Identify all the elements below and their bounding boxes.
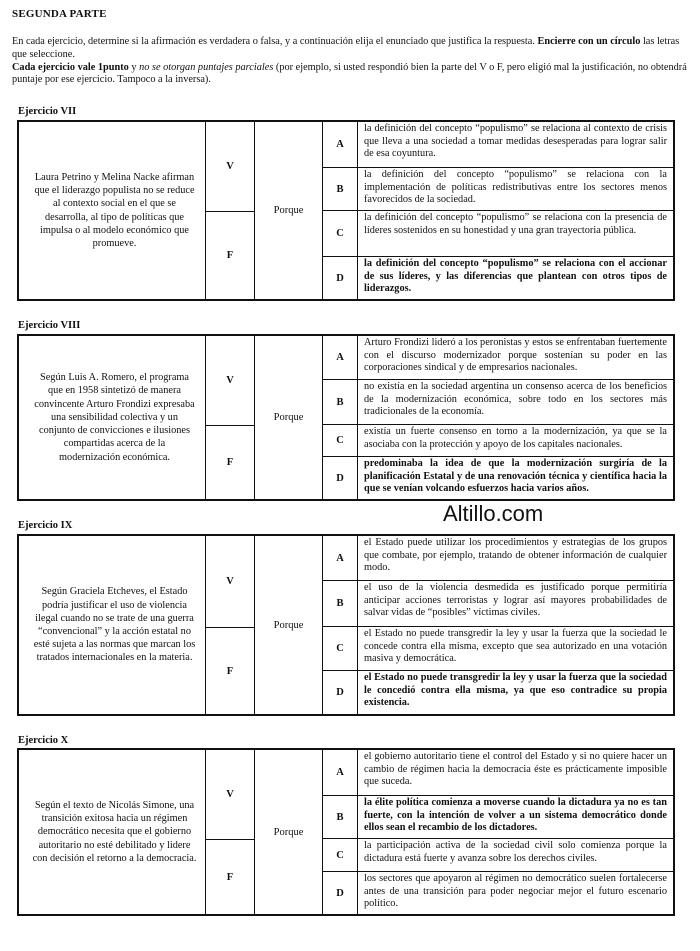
option-row [323,750,673,796]
option-text: el Estado no puede transgredir la ley y usar la fuerza que la sociedad le concedió contra ella misma, ya que eso contradice su propia existencia. [364,672,667,709]
option-row [323,671,673,714]
exercise-statement: Según Luis A. Romero, el programa que en 1958 sintetizó de manera convincente Arturo Frondizi expresaba una sensibilidad colectiva y un conjunto de convicciones e ilusiones compartidas acerca de la modernización económica. [24,336,206,499]
page-title: SEGUNDA PARTE [12,8,107,20]
exercise-statement: Según el texto de Nicolás Simone, una transición exitosa hacia un régimen democrático necesita que el gobierno autoritario no esté debilitado y lidere con decisión el retorno a la democracia. [24,750,206,914]
option-letter-b[interactable]: B [323,581,358,626]
porque-label: Porque [255,750,323,914]
instructions-emphasis-circle: Encierre con un círculo [537,36,641,47]
instructions [12,36,688,87]
porque-label: Porque [255,122,323,299]
instructions-emphasis-points: Cada ejercicio vale 1punto [12,61,129,73]
false-option[interactable]: F [206,425,255,499]
option-letter-d[interactable]: D [323,257,358,299]
option-row [323,627,673,671]
option-row [323,457,673,499]
option-letter-c[interactable]: C [323,211,358,256]
false-option[interactable]: F [206,211,255,299]
option-letter-d[interactable]: D [323,457,358,499]
instructions-text-3: y [131,61,137,73]
option-row [323,336,673,380]
option-text: los sectores que apoyaron al régimen no democrático suelen fortalecerse antes de una transición para poder negociar mejor el futuro escenario político. [364,873,667,910]
exercise-table [17,534,675,716]
option-letter-a[interactable]: A [323,336,358,379]
option-row [323,211,673,257]
option-text: la definición del concepto “populismo” se relaciona al contexto de crisis que lleva a una sociedad a tomar medidas desesperadas para lograr salir de esa coyuntura. [364,123,667,160]
option-text: la definición del concepto “populismo” se relaciona con la presencia de líderes sostenidos en su honestidad y una gran trayectoria pública. [364,212,667,236]
exercise-title: Ejercicio X [18,735,69,746]
option-text: el Estado no puede transgredir la ley y usar la fuerza que la sociedad le concede contra ella misma, excepto que sea autorizado en una votación masiva y democrática. [364,628,667,665]
true-option[interactable]: V [206,536,255,627]
exercise-table [17,120,675,301]
option-text: el uso de la violencia desmedida es justificado porque permitiría anticipar acciones terroristas y lograr así mayores probabilidades de salvar vidas de “posibles” víctimas civiles. [364,582,667,619]
option-row [323,581,673,627]
option-text: no existía en la sociedad argentina un consenso acerca de los beneficios de la modernización económica, sobre todo en los sectores más tradicionales de la economía. [364,381,667,418]
option-row [323,168,673,211]
false-option[interactable]: F [206,627,255,714]
option-row [323,122,673,168]
option-row [323,796,673,839]
option-letter-a[interactable]: A [323,536,358,580]
option-letter-a[interactable]: A [323,122,358,167]
option-letter-d[interactable]: D [323,671,358,714]
option-text: Arturo Frondizi lideró a los peronistas y estos se enfrentaban fuertemente con el discurso modernizador porque sostenían su poder en las corporaciones sindical y de empresarios nacionales. [364,337,667,374]
true-option[interactable]: V [206,750,255,839]
option-row [323,257,673,299]
exercise-statement: Según Graciela Etcheves, el Estado podría justificar el uso de violencia ilegal cuando no se trate de una guerra “convencional” y la acción estatal no esté sujeta a las normas que marcan los tratados internacionales en la materia. [24,536,206,714]
true-option[interactable]: V [206,122,255,211]
option-text: existía un fuerte consenso en torno a la modernización, ya que se la asociaba con la protección y apoyo de los capitales nacionales. [364,426,667,450]
instructions-text-4: (por ejemplo, si usted respondió bien la parte del V o F, pero eligió mal la justificación, no obtendrá puntaje por ese ejercicio. Tampoco a la inversa). [12,61,687,86]
option-text: la definición del concepto “populismo” se relaciona con el accionar de sus líderes, y las diferencias que plantean con otros tipos de liderazgos. [364,258,667,295]
option-letter-c[interactable]: C [323,425,358,456]
option-text: la definición del concepto “populismo” se relaciona con la implementación de políticas redistributivas entre los sectores menos favorecidos de la sociedad. [364,169,667,206]
exercise-table [17,334,675,501]
porque-label: Porque [255,536,323,714]
false-option[interactable]: F [206,839,255,914]
exercise-title: Ejercicio VII [18,106,77,117]
option-row [323,380,673,425]
watermark-text: Altillo.com [443,501,544,526]
option-text: el gobierno autoritario tiene el control del Estado y si no quiere hacer un cambio de régimen hacia la democracia éste es prácticamente imposible que suceda. [364,751,667,788]
exercise-title: Ejercicio VIII [18,320,81,331]
exercise-table [17,748,675,916]
option-text: predominaba la idea de que la modernización surgiría de la planificación Estatal y de una renovación técnica y científica hacia la que se venían volcando esfuerzos hacia varios años. [364,458,667,495]
option-row [323,425,673,457]
true-option[interactable]: V [206,336,255,425]
option-text: la élite política comienza a moverse cuando la dictadura ya no es tan fuerte, con la intención de volver a un sistema democrático donde ellos sean el recambio de los dictadores. [364,797,667,834]
instructions-text-1: En cada ejercicio, determine si la afirmación es verdadera o falsa, y a continuación elija el enunciado que justifica la respuesta. [12,36,535,47]
option-text: el Estado puede utilizar los procedimientos y estrategias de los grupos que combate, por ejemplo, tratando de obtener información de cualquier modo. [364,537,667,574]
option-row [323,536,673,581]
option-letter-a[interactable]: A [323,750,358,795]
exercise-statement: Laura Petrino y Melina Nacke afirman que el liderazgo populista no se reduce al contexto social en el que se desarrolla, al tipo de políticas que impulsa o al modelo económico que promueve. [24,122,206,299]
option-text: la participación activa de la sociedad civil solo comienza porque la dictadura está fuerte y avanza sobre los derechos civiles. [364,840,667,864]
option-letter-d[interactable]: D [323,872,358,914]
exercise-title: Ejercicio IX [18,520,73,531]
option-letter-b[interactable]: B [323,380,358,424]
option-letter-b[interactable]: B [323,168,358,210]
instructions-italic-partial: no se otorgan puntajes parciales [139,61,274,73]
option-letter-c[interactable]: C [323,627,358,670]
option-letter-c[interactable]: C [323,839,358,871]
porque-label: Porque [255,336,323,499]
instructions-text-2: las letras que seleccione. [12,36,680,60]
option-letter-b[interactable]: B [323,796,358,838]
option-row [323,872,673,914]
option-row [323,839,673,872]
